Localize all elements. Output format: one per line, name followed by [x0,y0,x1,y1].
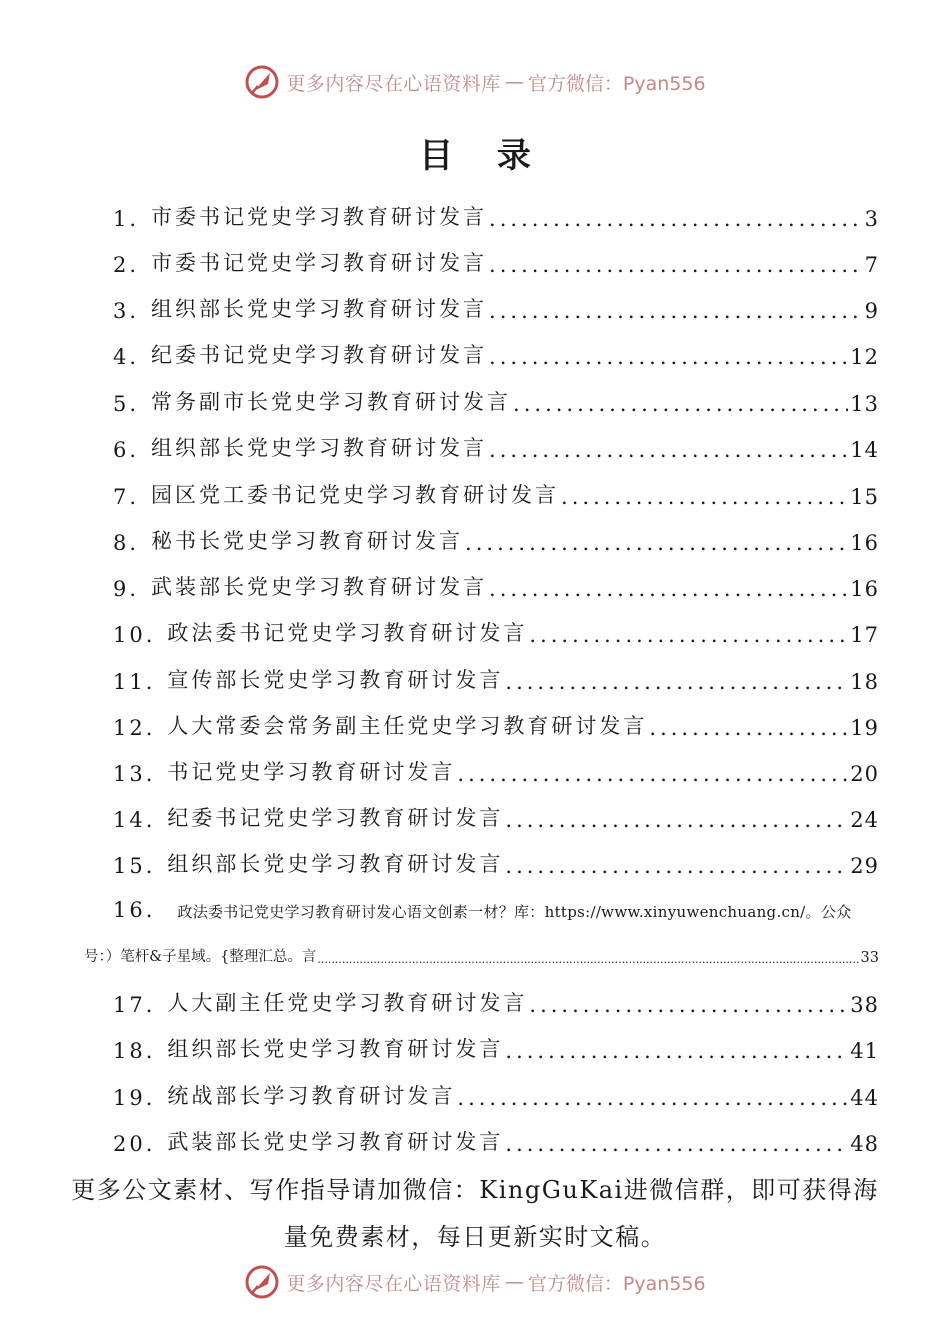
toc-leader [457,1086,848,1110]
toc-title: 政法委书记党史学习教育研讨发言 [167,621,528,645]
toc-title: 统战部长学习教育研讨发言 [167,1084,456,1108]
toc-title: 组织部长党史学习教育研讨发言 [151,436,488,460]
banner-slogan: 更多内容尽在心语资料库 [286,1272,501,1295]
toc-leader [489,207,863,231]
toc-page: 19 [850,716,879,740]
toc-leader [489,253,863,277]
toc-leader [505,670,848,694]
toc-number: 10. [113,623,156,647]
toc-entry[interactable] [113,605,879,647]
toc-entry[interactable] [113,975,879,1017]
toc-entry-16-line1[interactable] [113,892,879,922]
toc-leader [489,299,863,323]
toc-page: 16 [850,531,879,555]
toc-title: 市委书记党史学习教育研讨发言 [151,205,488,229]
toc-entry[interactable] [113,744,879,786]
banner-wechat: 官方微信：Pyan556 [527,1272,706,1295]
toc-entry[interactable] [113,281,879,323]
toc-number: 1. [113,207,140,231]
toc-page: 20 [850,762,879,786]
toc-entry[interactable] [113,559,879,601]
footer-watermark-banner [0,1262,950,1302]
page-title: 目 录 [419,136,547,176]
toc-entry[interactable] [113,1114,879,1156]
toc-title: 纪委书记党史学习教育研讨发言 [151,343,488,367]
toc-number: 9. [113,577,140,601]
toc-entry[interactable] [113,836,879,878]
toc-title: 纪委书记党史学习教育研讨发言 [167,806,504,830]
toc-leader [489,577,848,601]
toc-entry[interactable] [113,1068,879,1110]
toc-page: 29 [850,854,879,878]
toc-leader [465,531,848,555]
toc-number: 7. [113,485,140,509]
toc-page: 17 [850,623,879,647]
toc-leader [649,716,848,740]
toc-title: 宣传部长党史学习教育研讨发言 [167,668,504,692]
toc-leader [505,1132,848,1156]
toc-page: 41 [850,1039,879,1063]
banner-separator: — [504,71,524,93]
toc-title: 秘书长党史学习教育研讨发言 [151,529,464,553]
toc-entry[interactable] [113,420,879,462]
toc-page: 44 [850,1086,879,1110]
toc-title: 人大常委会常务副主任党史学习教育研讨发言 [167,714,648,738]
toc-page: 15 [850,485,879,509]
toc-entry[interactable] [113,790,879,832]
toc-page: 48 [850,1132,879,1156]
toc-number: 20. [113,1132,156,1156]
toc-number: 11. [113,670,156,694]
toc-page: 16 [850,577,879,601]
toc-title: 书记党史学习教育研讨发言 [167,760,456,784]
toc-leader [505,808,848,832]
toc-leader [505,854,848,878]
toc-entry[interactable] [113,652,879,694]
toc-leader [513,392,848,416]
promo-line-2: 量免费素材，每日更新实时文稿。 [283,1223,667,1251]
toc-title: 市委书记党史学习教育研讨发言 [151,251,488,275]
toc-entry[interactable] [113,189,879,231]
toc-entry[interactable] [113,513,879,555]
toc-leader [529,623,848,647]
toc-number: 14. [113,808,156,832]
toc-entry[interactable] [113,235,879,277]
toc-entry[interactable] [113,698,879,740]
toc-entry[interactable] [113,374,879,416]
toc-number: 3. [113,299,140,323]
toc-number: 13. [113,762,156,786]
toc-number: 17. [113,993,156,1017]
banner-slogan: 更多内容尽在心语资料库 [286,72,501,95]
toc-page: 14 [850,438,879,462]
toc-number: 12. [113,716,156,740]
toc-title: 武装部长党史学习教育研讨发言 [151,575,488,599]
toc-leader [489,345,848,369]
toc-leader [505,1039,848,1063]
toc-title-part2: 号：）笔杆&子星域。{整理汇总。言 [84,949,317,965]
toc-entry-16-line2[interactable] [84,942,879,966]
toc-number: 5. [113,392,140,416]
toc-number: 2. [113,253,140,277]
toc-number: 19. [113,1086,156,1110]
toc-leader [529,993,848,1017]
toc-number: 4. [113,345,140,369]
header-watermark-banner [0,62,950,102]
toc-number: 8. [113,531,140,555]
quill-logo-icon [244,64,280,100]
toc-page: 7 [864,253,879,277]
toc-leader [489,438,848,462]
toc-title: 人大副主任党史学习教育研讨发言 [167,991,528,1015]
banner-separator: — [504,1271,524,1293]
toc-page: 9 [864,299,879,323]
toc-leader [317,953,859,966]
toc-leader [561,485,848,509]
toc-title: 组织部长党史学习教育研讨发言 [167,1037,504,1061]
toc-page: 38 [850,993,879,1017]
toc-page: 24 [850,808,879,832]
toc-number: 6. [113,438,140,462]
toc-title: 常务副市长党史学习教育研讨发言 [151,390,512,414]
toc-title: 武装部长党史学习教育研讨发言 [167,1130,504,1154]
banner-wechat: 官方微信：Pyan556 [527,72,706,95]
toc-entry[interactable] [113,467,879,509]
toc-page: 13 [850,392,879,416]
toc-page: 33 [860,950,879,966]
toc-leader [457,762,848,786]
toc-title: 园区党工委书记党史学习教育研讨发言 [151,483,560,507]
toc-page: 3 [864,207,879,231]
toc-entry[interactable] [113,327,879,369]
toc-title: 组织部长党史学习教育研讨发言 [167,852,504,876]
toc-number: 18. [113,1039,156,1063]
promo-line-1: 更多公文素材、写作指导请加微信：KingGuKai进微信群，即可获得海 [71,1176,879,1204]
toc-number: 15. [113,854,156,878]
toc-page: 12 [850,345,879,369]
toc-number: 16. [113,898,156,922]
toc-title: 组织部长党史学习教育研讨发言 [151,297,488,321]
quill-logo-icon [244,1264,280,1300]
toc-title-part1: 政法委书记党史学习教育研讨发心语文创素一材？库：https://www.xinyuwenchuang.cn/。公众 [177,903,852,921]
toc-entry[interactable] [113,1021,879,1063]
toc-page: 18 [850,670,879,694]
